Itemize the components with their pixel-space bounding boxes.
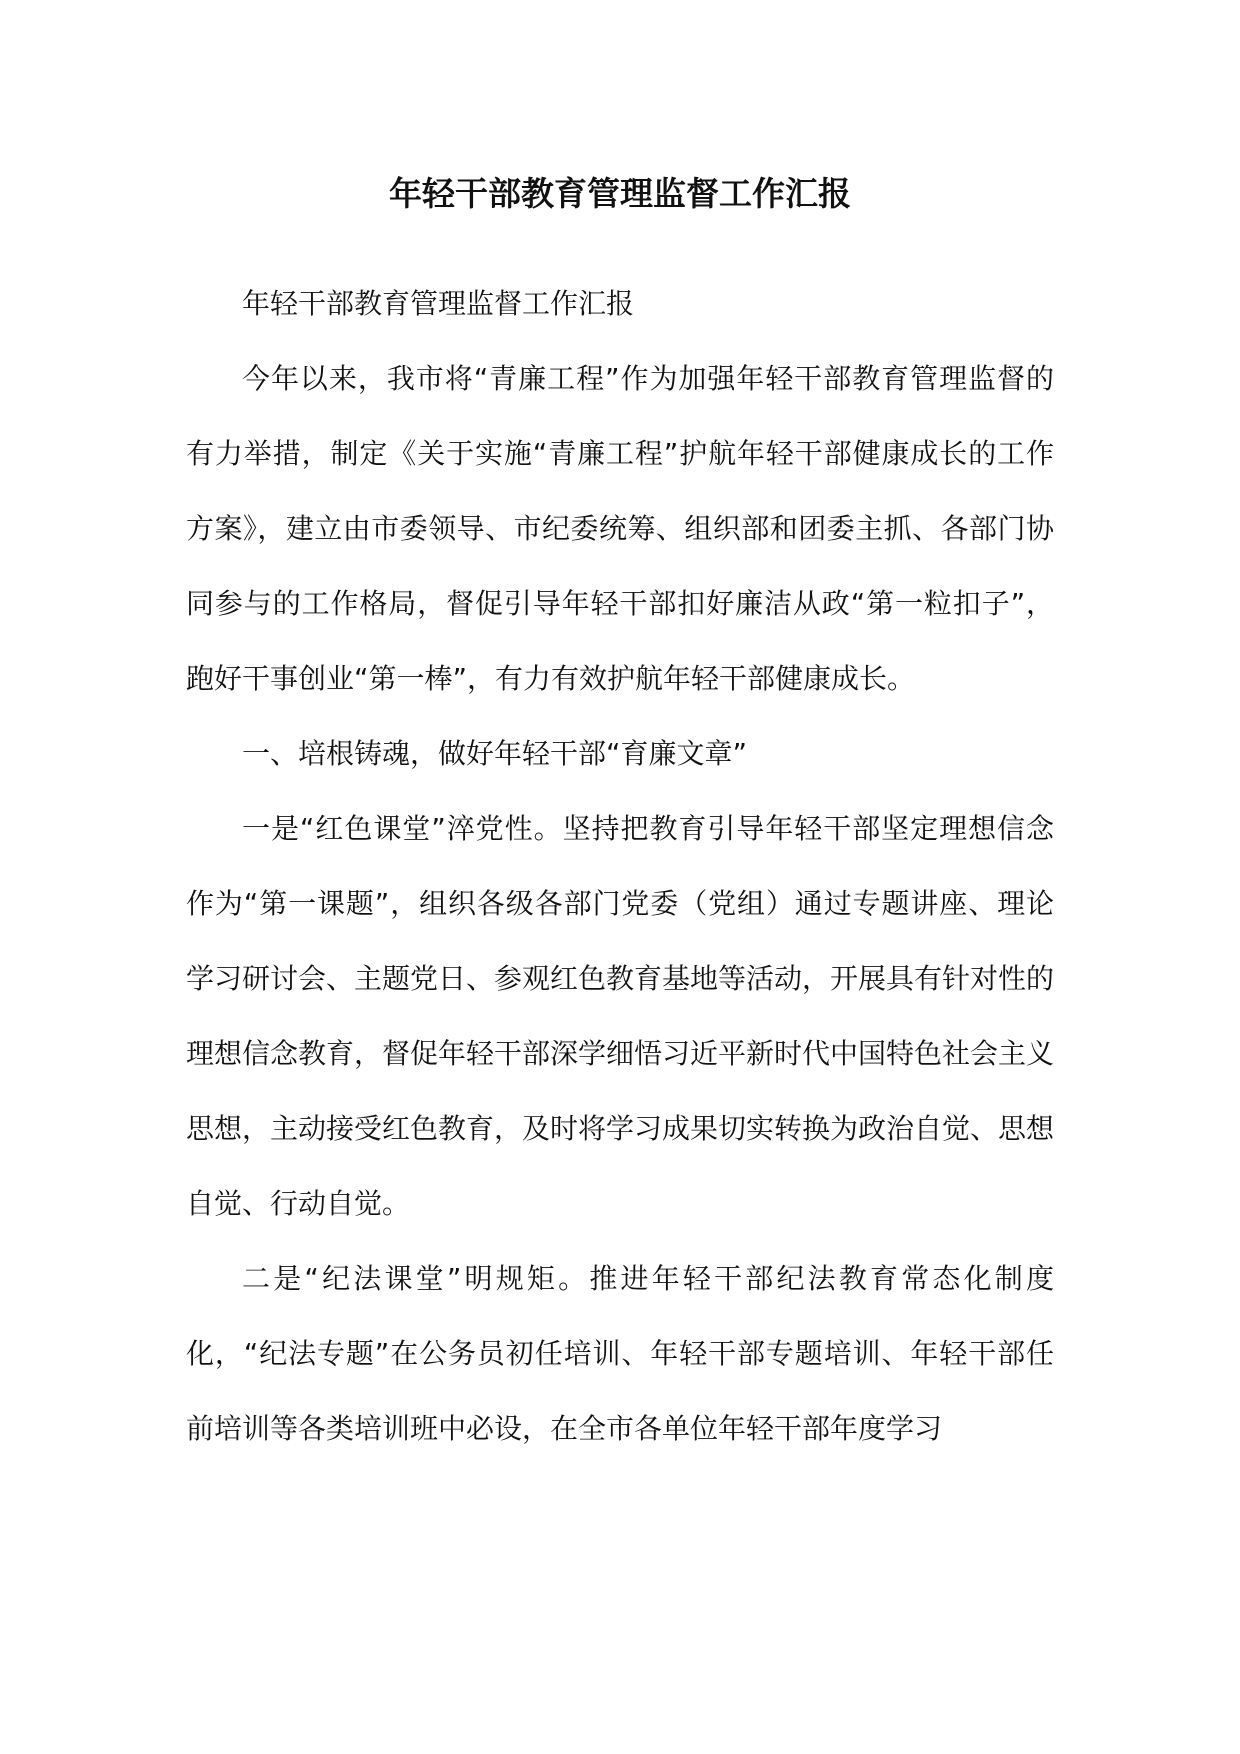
paragraph-discipline-classroom: 二是“纪法课堂”明规矩。推进年轻干部纪法教育常态化制度化，“纪法专题”在公务员初任培训、年轻干部专题培训、年轻干部任前培训等各类培训班中必设，在全市各单位年轻干部年度学习	[186, 1262, 1054, 1445]
paragraph-subtitle: 年轻干部教育管理监督工作汇报	[242, 287, 635, 320]
paragraph-intro: 今年以来，我市将“青廉工程”作为加强年轻干部教育管理监督的有力举措，制定《关于实施“青廉工程”护航年轻干部健康成长的工作方案》，建立由市委领导、市纪委统筹、组织部和团委主抓、各部门协同参与的工作格局，督促引导年轻干部扣好廉洁从政“第一粒扣子”，跑好干事创业“第一棒”，有力有效护航年轻干部健康成长。	[186, 362, 1054, 695]
paragraph-red-classroom: 一是“红色课堂”淬党性。坚持把教育引导年轻干部坚定理想信念作为“第一课题”，组织各级各部门党委（党组）通过专题讲座、理论学习研讨会、主题党日、参观红色教育基地等活动，开展具有针对性的理想信念教育，督促年轻干部深学细悟习近平新时代中国特色社会主义思想，主动接受红色教育，及时将学习成果切实转换为政治自觉、思想自觉、行动自觉。	[186, 812, 1055, 1220]
document-body	[186, 266, 1054, 1466]
section-heading-1: 一、培根铸魂，做好年轻干部“育廉文章”	[242, 737, 748, 770]
document-title: 年轻干部教育管理监督工作汇报	[389, 174, 851, 213]
